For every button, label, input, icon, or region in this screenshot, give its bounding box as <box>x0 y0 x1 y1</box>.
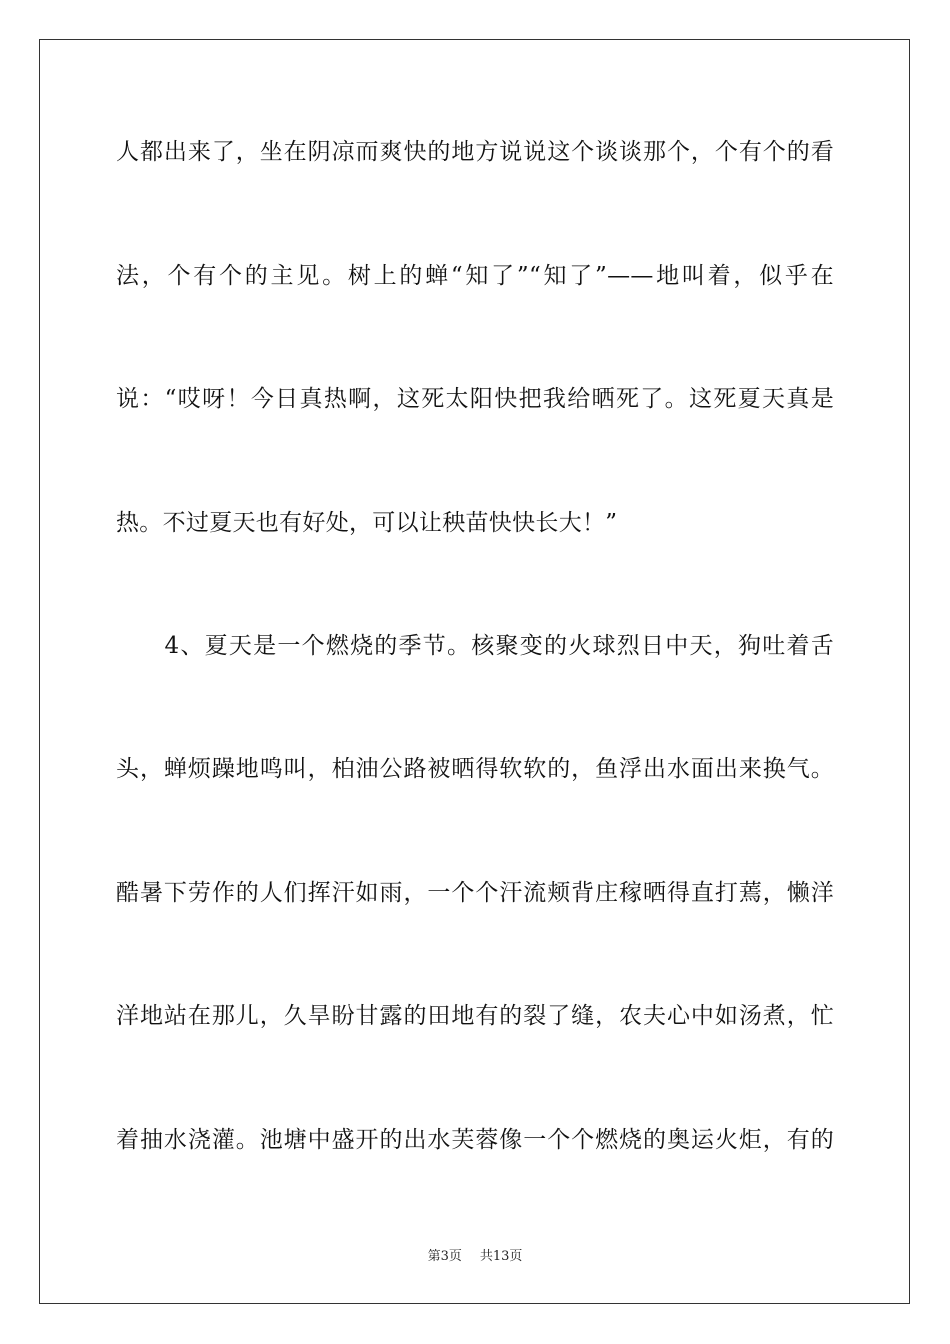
page-frame <box>39 39 910 1304</box>
text-line-1: 人都出来了，坐在阴凉而爽快的地方说说这个谈谈那个，个有个的看 <box>116 139 834 165</box>
text-line-9: 着抽水浇灌。池塘中盛开的出水芙蓉像一个个燃烧的奥运火炬，有的 <box>116 1127 834 1153</box>
page-footer <box>0 1248 950 1266</box>
page-number: 第3页 <box>427 1249 462 1264</box>
text-line-3: 说：“哎呀！今日真热啊，这死太阳快把我给晒死了。这死夏天真是 <box>116 386 834 412</box>
text-line-6: 头，蝉烦躁地鸣叫，柏油公路被晒得软软的，鱼浮出水面出来换气。 <box>116 756 834 782</box>
text-line-7: 酷暑下劳作的人们挥汗如雨，一个个汗流颊背庄稼晒得直打蔫，懒洋 <box>116 880 834 906</box>
text-line-2: 法，个有个的主见。树上的蝉“知了”“知了”——地叫着，似乎在 <box>116 263 834 289</box>
text-line-5: 4、夏天是一个燃烧的季节。核聚变的火球烈日中天，狗吐着舌 <box>116 633 834 659</box>
page-total: 共13页 <box>479 1249 523 1264</box>
text-line-4: 热。不过夏天也有好处，可以让秧苗快快长大！” <box>116 510 618 536</box>
text-line-8: 洋地站在那儿，久旱盼甘露的田地有的裂了缝，农夫心中如汤煮，忙 <box>116 1003 834 1029</box>
